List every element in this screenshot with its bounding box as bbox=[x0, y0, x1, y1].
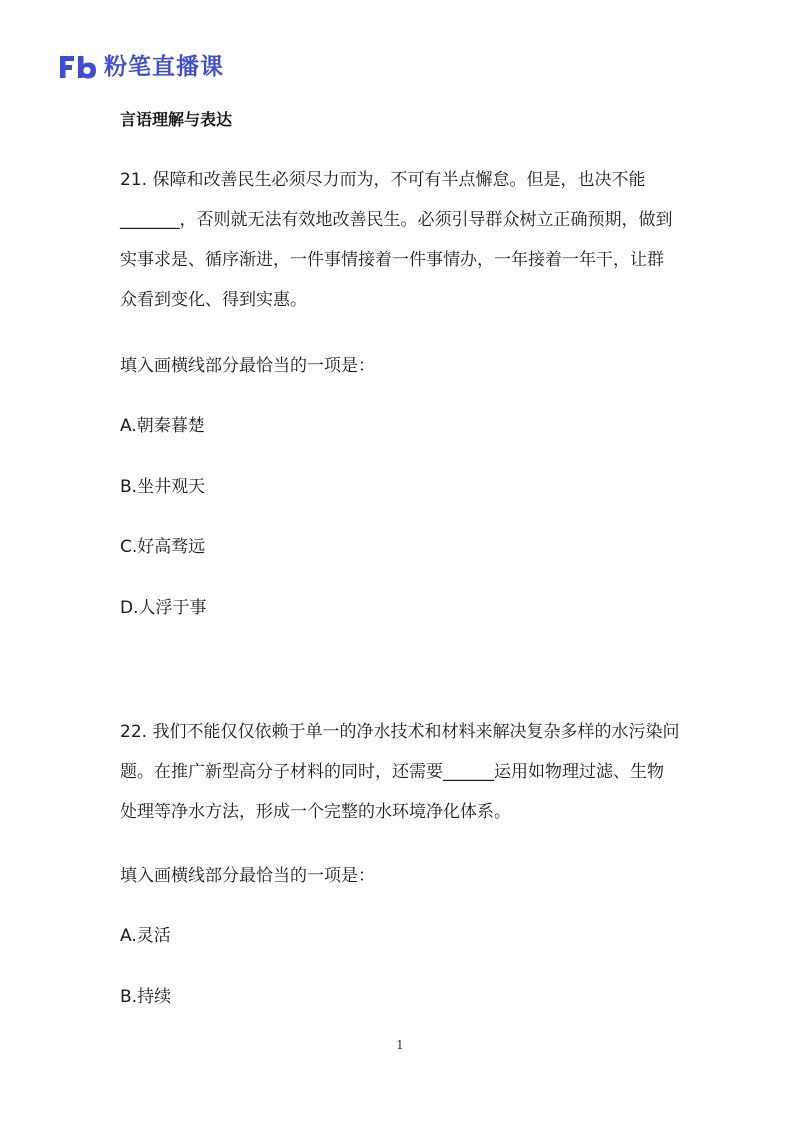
section-title: 言语理解与表达 bbox=[120, 110, 233, 129]
page-number: 1 bbox=[396, 1038, 404, 1052]
question-21-option-c: C.好高骛远 bbox=[120, 537, 206, 557]
logo-text: 粉笔直播课 bbox=[104, 54, 224, 80]
question-21-option-a: A.朝秦暮楚 bbox=[120, 416, 205, 436]
question-21-prompt: 填入画横线部分最恰当的一项是： bbox=[120, 356, 375, 376]
question-21-option-d: D.人浮于事 bbox=[120, 598, 207, 618]
question-21-option-b: B.坐井观天 bbox=[120, 477, 206, 497]
fb-logo-icon bbox=[58, 54, 98, 80]
brand-logo bbox=[58, 52, 224, 82]
question-22-option-a: A.灵活 bbox=[120, 926, 171, 946]
question-21-stem: 21. 保障和改善民生必须尽力而为，不可有半点懈怠。但是，也决不能_______，否则就无法有效地改善民生。必须引导群众树立正确预期，做到实事求是、循序渐进，一件事情接着一件事情办，一年接着一年干，让群众看到变化、得到实惠。 bbox=[120, 170, 673, 310]
question-22-prompt: 填入画横线部分最恰当的一项是： bbox=[120, 866, 375, 886]
question-22-option-b: B.持续 bbox=[120, 987, 172, 1007]
question-22-stem: 22. 我们不能仅仅依赖于单一的净水技术和材料来解决复杂多样的水污染问题。在推广新型高分子材料的同时，还需要______运用如物理过滤、生物处理等净水方法，形成一个完整的水环境净化体系。 bbox=[120, 722, 680, 822]
